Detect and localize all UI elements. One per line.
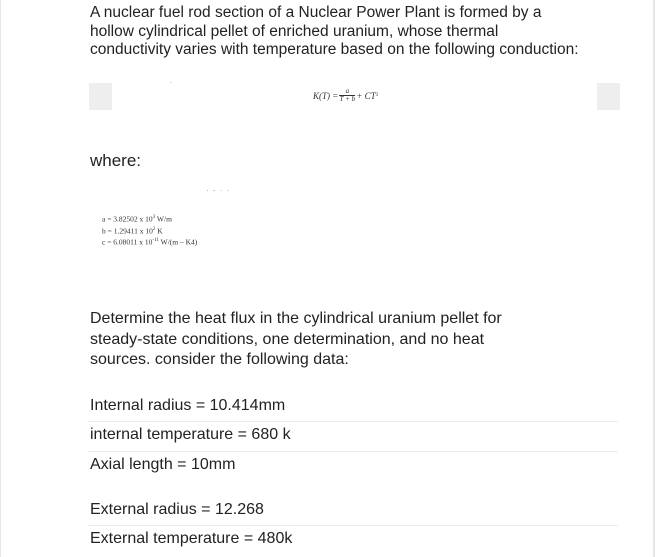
formula-numerator: a <box>345 87 350 95</box>
question-line-2: steady-state conditions, one determination, and no heat <box>90 330 485 348</box>
constant-c-value: c = 6.08011 x 10 <box>102 237 153 247</box>
constant-a <box>102 213 197 225</box>
internal-temperature: internal temperature = 680 k <box>90 426 291 443</box>
constant-a-unit: W/m <box>155 214 172 224</box>
separator <box>88 421 618 422</box>
conductivity-formula <box>313 88 378 103</box>
intro-paragraph <box>90 4 590 60</box>
constant-c-exponent: -11 <box>152 238 159 243</box>
intro-line-3: conductivity varies with temperature based on the following conduction: <box>90 41 579 58</box>
question-paragraph <box>90 309 550 371</box>
image-placeholder-right <box>597 83 620 110</box>
external-radius: External radius = 12.268 <box>90 501 264 518</box>
constant-b-value: b = 1.29411 x 10 <box>102 226 153 235</box>
separator <box>88 451 618 452</box>
question-line-3: sources. consider the following data: <box>90 351 349 368</box>
separator <box>88 525 618 526</box>
intro-line-2: hollow cylindrical pellet of enriched uranium, whose thermal <box>90 22 499 40</box>
constant-a-value: a = 3.82502 x 10 <box>102 214 153 224</box>
image-placeholder-left <box>89 83 112 110</box>
question-line-1: Determine the heat flux in the cylindrical uranium pellet for <box>90 310 502 327</box>
constant-c <box>102 236 197 248</box>
axial-length: Axial length = 10mm <box>90 456 236 473</box>
constant-b <box>102 225 197 237</box>
formula-fraction <box>339 88 355 103</box>
external-temperature: External temperature = 480k <box>90 530 293 547</box>
constant-a-exponent: 3 <box>152 215 156 220</box>
stray-mark: ‐ <box>170 80 172 86</box>
constant-b-exponent: 2 <box>152 226 156 232</box>
intro-line-1: A nuclear fuel rod section of a Nuclear Power Plant is formed by a <box>90 4 542 21</box>
page-border-left <box>0 0 1 557</box>
constant-b-unit: K <box>155 226 163 235</box>
internal-radius: Internal radius = 10.414mm <box>90 397 286 414</box>
formula-plus-term: + CT <box>356 90 376 101</box>
where-label: where: <box>90 151 142 170</box>
formula-denominator: T + b <box>339 95 356 103</box>
image-artifact: · ‐ · · <box>206 186 231 195</box>
formula-exponent: 3 <box>375 93 379 98</box>
formula-lhs: K(T) = <box>313 90 339 101</box>
constants-list <box>102 213 197 248</box>
constant-c-unit: W/(m – K4) <box>158 237 198 247</box>
